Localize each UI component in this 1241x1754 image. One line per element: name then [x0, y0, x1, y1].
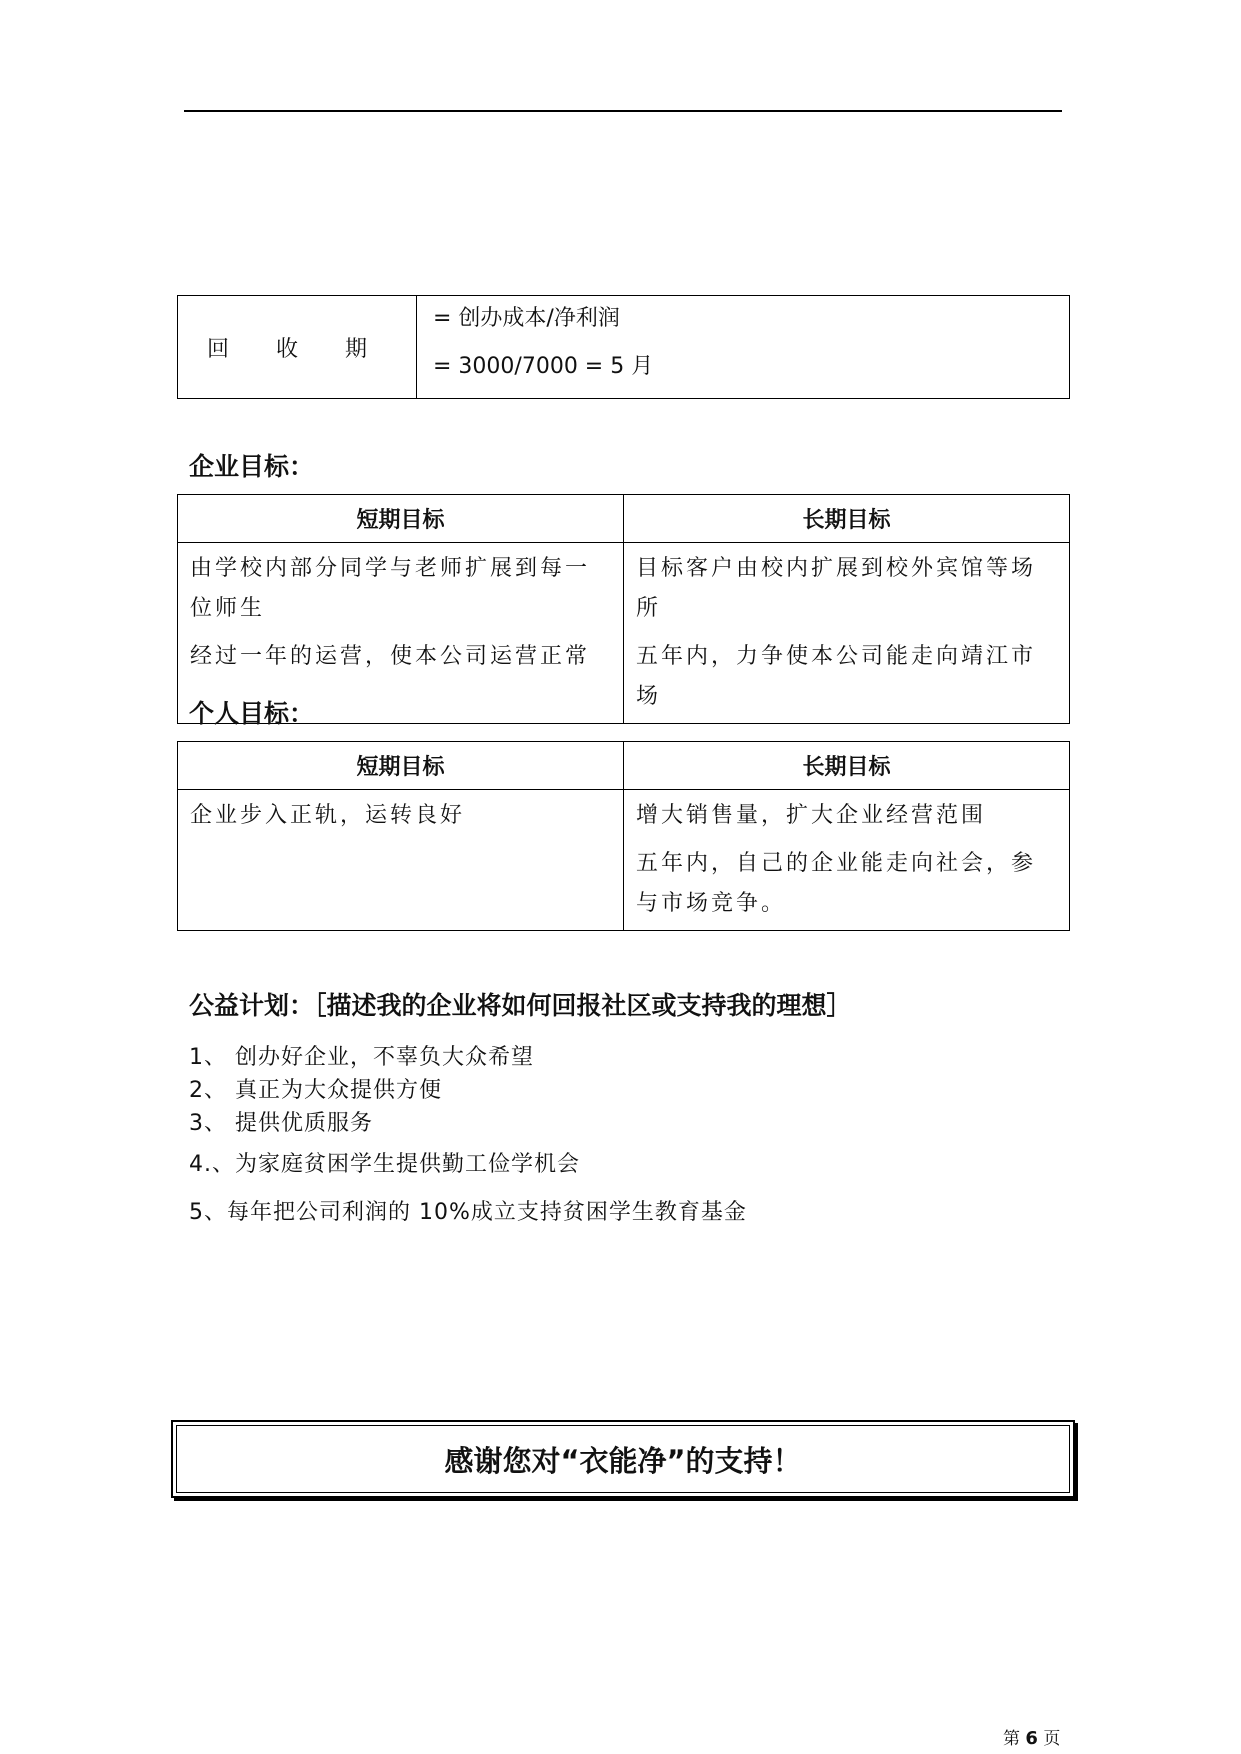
thanks-box — [171, 1420, 1075, 1498]
payback-formula-line-2: = 3000/7000 = 5 月 — [433, 354, 654, 379]
long-term-header: 长期目标 — [624, 495, 1070, 543]
page-number — [1003, 1724, 1060, 1749]
personal-goals-title: 个人目标： — [189, 699, 315, 728]
page-suffix: 页 — [1043, 1729, 1061, 1749]
payback-formula-line-1: = 创办成本/净利润 — [433, 306, 620, 331]
list-item: 5、每年把公司利润的 10%成立支持贫困学生教育基金 — [189, 1200, 747, 1225]
list-item: 4.、为家庭贫困学生提供勤工俭学机会 — [189, 1152, 580, 1177]
long-term-header: 长期目标 — [624, 742, 1070, 790]
list-item: 2、 真正为大众提供方便 — [189, 1078, 442, 1103]
goal-item: 五年内，自己的企业能走向社会，参与市场竞争。 — [636, 851, 1037, 916]
goal-item: 目标客户由校内扩展到校外宾馆等场所 — [636, 556, 1037, 621]
public-plan-list — [189, 1040, 747, 1226]
payback-table — [177, 295, 1070, 399]
short-term-cell — [178, 790, 624, 931]
goal-item: 企业步入正轨，运转良好 — [190, 803, 466, 828]
page-number-value: 6 — [1025, 1728, 1038, 1749]
goal-item: 五年内，力争使本公司能走向靖江市场 — [636, 644, 1037, 709]
list-item: 1、 创办好企业，不辜负大众希望 — [189, 1045, 534, 1070]
long-term-cell — [624, 790, 1070, 931]
thanks-message: 感谢您对“衣能净”的支持！ — [176, 1425, 1070, 1493]
goal-item: 增大销售量，扩大企业经营范围 — [636, 803, 987, 828]
enterprise-goals-title: 企业目标： — [189, 452, 315, 481]
personal-goals-table — [177, 741, 1070, 931]
header-rule — [184, 110, 1062, 112]
long-term-cell — [624, 543, 1070, 724]
public-plan-title: 公益计划：［描述我的企业将如何回报社区或支持我的理想］ — [189, 991, 852, 1020]
enterprise-goals-table — [177, 494, 1070, 724]
goal-item: 经过一年的运营，使本公司运营正常 — [190, 644, 591, 669]
short-term-header: 短期目标 — [178, 742, 624, 790]
list-item: 3、 提供优质服务 — [189, 1111, 373, 1136]
short-term-header: 短期目标 — [178, 495, 624, 543]
payback-label: 回 收 期 — [178, 296, 417, 399]
page-prefix: 第 — [1003, 1729, 1020, 1749]
payback-formula — [417, 296, 1070, 399]
goal-item: 由学校内部分同学与老师扩展到每一位师生 — [190, 556, 591, 621]
